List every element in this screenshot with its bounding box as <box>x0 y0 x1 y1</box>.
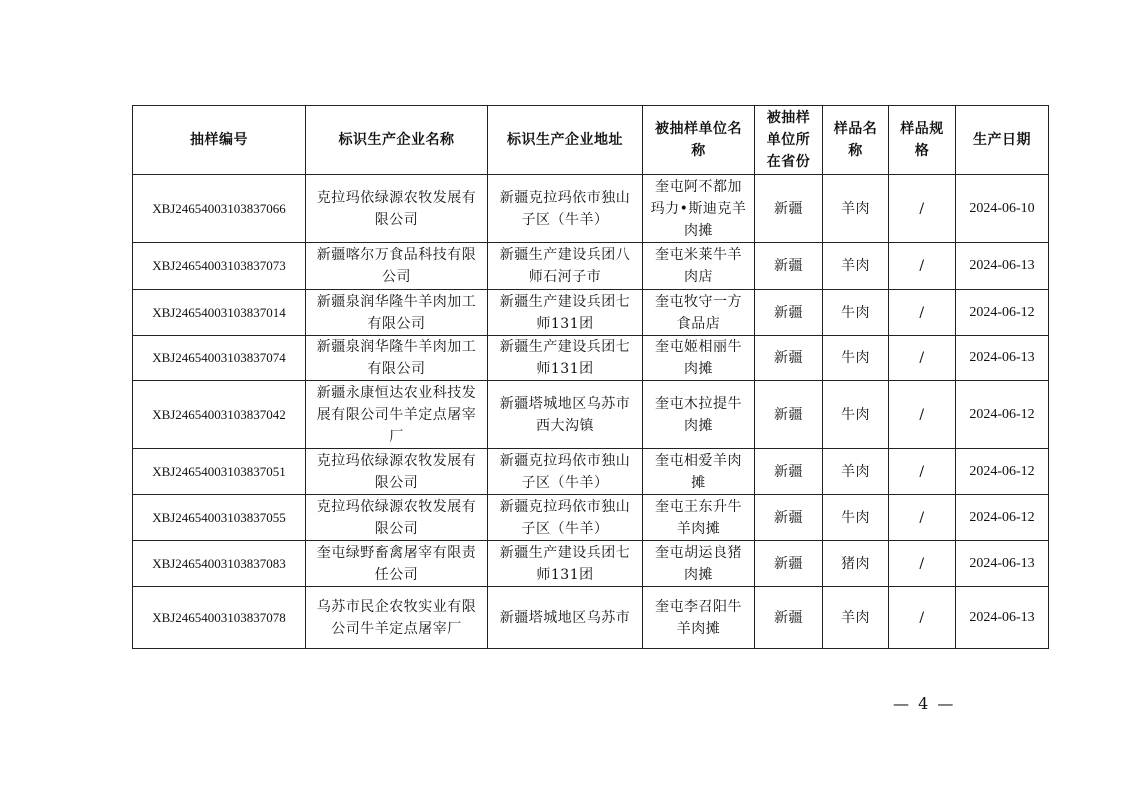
cell-sample-code: XBJ24654003103837014 <box>133 290 306 336</box>
cell-manufacturer-name: 克拉玛依绿源农牧发展有限公司 <box>306 449 488 495</box>
cell-product-name: 羊肉 <box>823 175 889 243</box>
cell-production-date: 2024-06-13 <box>956 243 1049 290</box>
cell-manufacturer-name: 新疆喀尔万食品科技有限公司 <box>306 243 488 290</box>
header-sample-code: 抽样编号 <box>133 106 306 175</box>
cell-product-spec: / <box>889 449 956 495</box>
cell-sampled-unit-name: 奎屯牧守一方食品店 <box>643 290 755 336</box>
cell-product-spec: / <box>889 587 956 649</box>
cell-product-spec: / <box>889 175 956 243</box>
table-row <box>133 243 1049 290</box>
cell-sampled-unit-province: 新疆 <box>755 381 823 449</box>
cell-manufacturer-address: 新疆克拉玛依市独山子区（牛羊） <box>488 449 643 495</box>
cell-sample-code: XBJ24654003103837083 <box>133 541 306 587</box>
cell-product-name: 牛肉 <box>823 290 889 336</box>
cell-sampled-unit-name: 奎屯相爱羊肉摊 <box>643 449 755 495</box>
cell-sample-code: XBJ24654003103837042 <box>133 381 306 449</box>
table-row <box>133 336 1049 381</box>
cell-sampled-unit-name: 奎屯木拉提牛肉摊 <box>643 381 755 449</box>
cell-sampled-unit-name: 奎屯米莱牛羊肉店 <box>643 243 755 290</box>
header-product-spec: 样品规格 <box>889 106 956 175</box>
cell-manufacturer-address: 新疆克拉玛依市独山子区（牛羊） <box>488 495 643 541</box>
cell-sampled-unit-name: 奎屯姬相丽牛肉摊 <box>643 336 755 381</box>
cell-manufacturer-address: 新疆克拉玛依市独山子区（牛羊） <box>488 175 643 243</box>
cell-sampled-unit-province: 新疆 <box>755 587 823 649</box>
cell-manufacturer-address: 新疆生产建设兵团七师131团 <box>488 336 643 381</box>
cell-manufacturer-name: 新疆永康恒达农业科技发展有限公司牛羊定点屠宰厂 <box>306 381 488 449</box>
cell-product-spec: / <box>889 541 956 587</box>
cell-sample-code: XBJ24654003103837073 <box>133 243 306 290</box>
cell-manufacturer-name: 新疆泉润华隆牛羊肉加工有限公司 <box>306 336 488 381</box>
cell-sample-code: XBJ24654003103837051 <box>133 449 306 495</box>
cell-product-name: 羊肉 <box>823 243 889 290</box>
table-header-row <box>133 106 1049 175</box>
cell-production-date: 2024-06-13 <box>956 587 1049 649</box>
table-row <box>133 587 1049 649</box>
cell-product-spec: / <box>889 495 956 541</box>
cell-product-spec: / <box>889 381 956 449</box>
cell-sampled-unit-name: 奎屯王东升牛羊肉摊 <box>643 495 755 541</box>
cell-manufacturer-address: 新疆塔城地区乌苏市 <box>488 587 643 649</box>
cell-sampled-unit-name: 奎屯李召阳牛羊肉摊 <box>643 587 755 649</box>
cell-product-name: 猪肉 <box>823 541 889 587</box>
table-row <box>133 290 1049 336</box>
cell-production-date: 2024-06-13 <box>956 541 1049 587</box>
cell-manufacturer-name: 新疆泉润华隆牛羊肉加工有限公司 <box>306 290 488 336</box>
sampling-results-table <box>132 105 1049 649</box>
cell-production-date: 2024-06-12 <box>956 449 1049 495</box>
header-sampled-unit-province: 被抽样单位所在省份 <box>755 106 823 175</box>
cell-product-spec: / <box>889 290 956 336</box>
cell-product-name: 羊肉 <box>823 587 889 649</box>
cell-product-spec: / <box>889 336 956 381</box>
cell-manufacturer-address: 新疆生产建设兵团七师131团 <box>488 290 643 336</box>
table-row <box>133 449 1049 495</box>
cell-sampled-unit-name: 奎屯胡运良猪肉摊 <box>643 541 755 587</box>
table-body <box>133 175 1049 649</box>
cell-sampled-unit-province: 新疆 <box>755 290 823 336</box>
header-manufacturer-address: 标识生产企业地址 <box>488 106 643 175</box>
cell-production-date: 2024-06-13 <box>956 336 1049 381</box>
cell-product-name: 羊肉 <box>823 449 889 495</box>
cell-sample-code: XBJ24654003103837066 <box>133 175 306 243</box>
cell-production-date: 2024-06-12 <box>956 495 1049 541</box>
cell-sampled-unit-province: 新疆 <box>755 495 823 541</box>
cell-product-name: 牛肉 <box>823 495 889 541</box>
cell-sampled-unit-province: 新疆 <box>755 243 823 290</box>
cell-manufacturer-name: 奎屯绿野畜禽屠宰有限责任公司 <box>306 541 488 587</box>
cell-sample-code: XBJ24654003103837055 <box>133 495 306 541</box>
cell-sample-code: XBJ24654003103837078 <box>133 587 306 649</box>
cell-product-spec: / <box>889 243 956 290</box>
header-manufacturer-name: 标识生产企业名称 <box>306 106 488 175</box>
cell-sampled-unit-province: 新疆 <box>755 541 823 587</box>
cell-sampled-unit-name: 奎屯阿不都加玛力•斯迪克羊肉摊 <box>643 175 755 243</box>
cell-product-name: 牛肉 <box>823 381 889 449</box>
header-product-name: 样品名称 <box>823 106 889 175</box>
table-row <box>133 495 1049 541</box>
header-production-date: 生产日期 <box>956 106 1049 175</box>
cell-production-date: 2024-06-10 <box>956 175 1049 243</box>
cell-sampled-unit-province: 新疆 <box>755 449 823 495</box>
page-number: — 4 — <box>893 694 956 713</box>
cell-production-date: 2024-06-12 <box>956 381 1049 449</box>
cell-sampled-unit-province: 新疆 <box>755 336 823 381</box>
cell-sampled-unit-province: 新疆 <box>755 175 823 243</box>
cell-manufacturer-name: 克拉玛依绿源农牧发展有限公司 <box>306 495 488 541</box>
cell-manufacturer-name: 乌苏市民企农牧实业有限公司牛羊定点屠宰厂 <box>306 587 488 649</box>
table-row <box>133 381 1049 449</box>
cell-manufacturer-address: 新疆塔城地区乌苏市西大沟镇 <box>488 381 643 449</box>
cell-sample-code: XBJ24654003103837074 <box>133 336 306 381</box>
cell-production-date: 2024-06-12 <box>956 290 1049 336</box>
cell-product-name: 牛肉 <box>823 336 889 381</box>
cell-manufacturer-address: 新疆生产建设兵团八师石河子市 <box>488 243 643 290</box>
header-sampled-unit-name: 被抽样单位名称 <box>643 106 755 175</box>
table-row <box>133 541 1049 587</box>
cell-manufacturer-address: 新疆生产建设兵团七师131团 <box>488 541 643 587</box>
table-row <box>133 175 1049 243</box>
cell-manufacturer-name: 克拉玛依绿源农牧发展有限公司 <box>306 175 488 243</box>
